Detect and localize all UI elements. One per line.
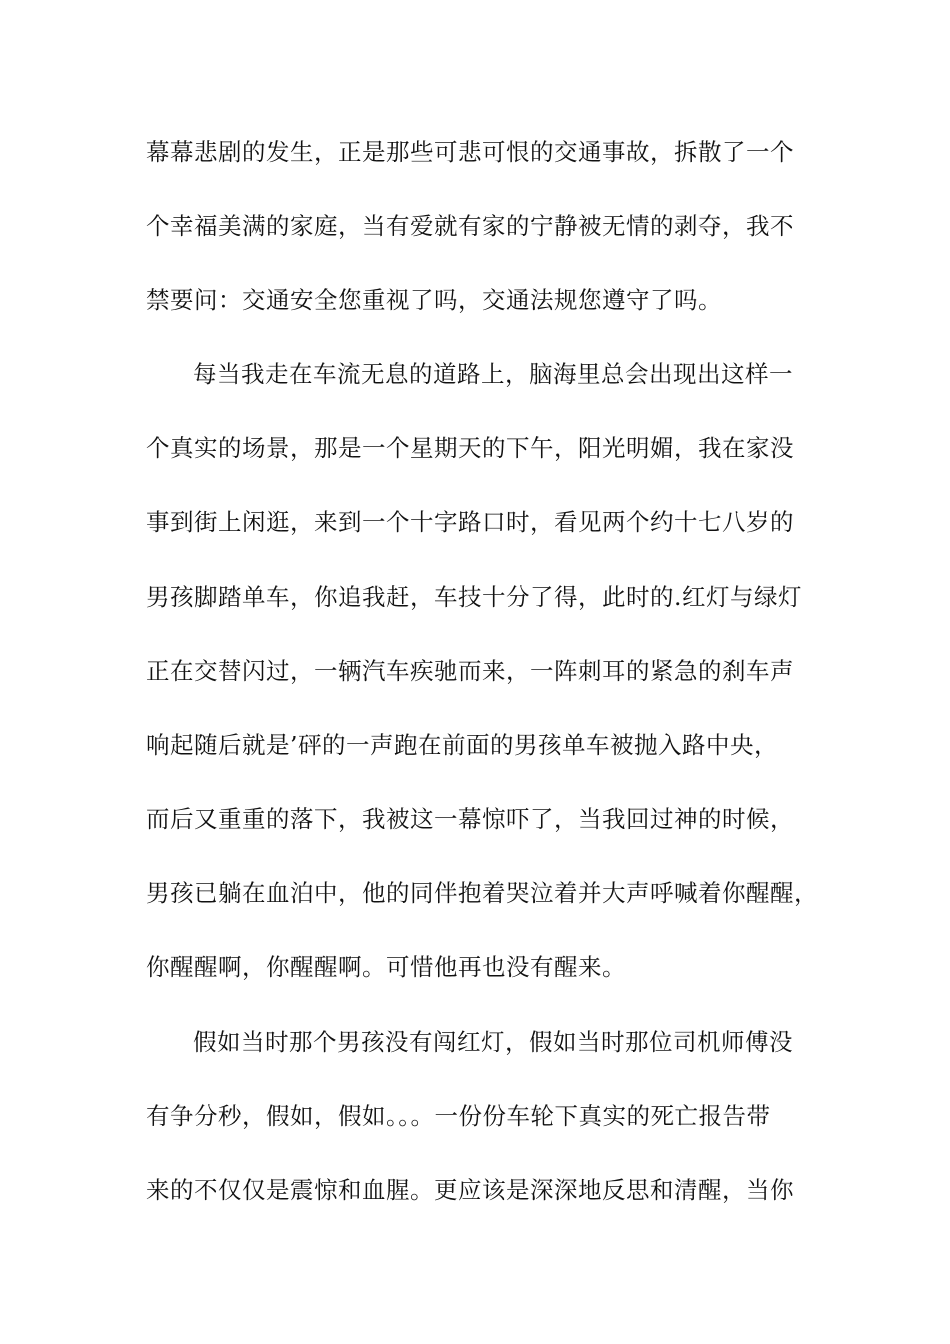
text-line: 而后又重重的落下，我被这一幕惊吓了，当我回过神的时候，	[146, 805, 794, 833]
text-line: 男孩已躺在血泊中，他的同伴抱着哭泣着并大声呼喊着你醒醒，	[146, 879, 818, 907]
text-line: 来的不仅仅是震惊和血腥。更应该是深深地反思和清醒，当你	[146, 1176, 794, 1204]
text-line: 幕幕悲剧的发生，正是那些可悲可恨的交通事故，拆散了一个	[146, 138, 794, 166]
text-line: 个幸福美满的家庭，当有爱就有家的宁静被无情的剥夺，我不	[146, 212, 794, 240]
text-line: 禁要问：交通安全您重视了吗，交通法规您遵守了吗。	[146, 286, 722, 314]
text-line: 正在交替闪过，一辆汽车疾驰而来，一阵刺耳的紧急的刹车声	[146, 657, 794, 685]
text-line: 你醒醒啊，你醒醒啊。可惜他再也没有醒来。	[146, 953, 626, 981]
text-line: 有争分秒，假如，假如。。。一份份车轮下真实的死亡报告带	[146, 1102, 771, 1130]
paragraph-first-line: 每当我走在车流无息的道路上，脑海里总会出现出这样一	[193, 360, 793, 388]
paragraph-first-line: 假如当时那个男孩没有闯红灯，假如当时那位司机师傅没	[193, 1028, 793, 1056]
text-line: 男孩脚踏单车，你追我赶，车技十分了得，此时的.红灯与绿灯	[146, 583, 802, 611]
text-line: 事到街上闲逛，来到一个十字路口时，看见两个约十七八岁的	[146, 508, 794, 536]
text-line: 响起随后就是’砰的一声跑在前面的男孩单车被抛入路中央，	[146, 731, 778, 759]
text-line: 个真实的场景，那是一个星期天的下午，阳光明媚，我在家没	[146, 434, 794, 462]
